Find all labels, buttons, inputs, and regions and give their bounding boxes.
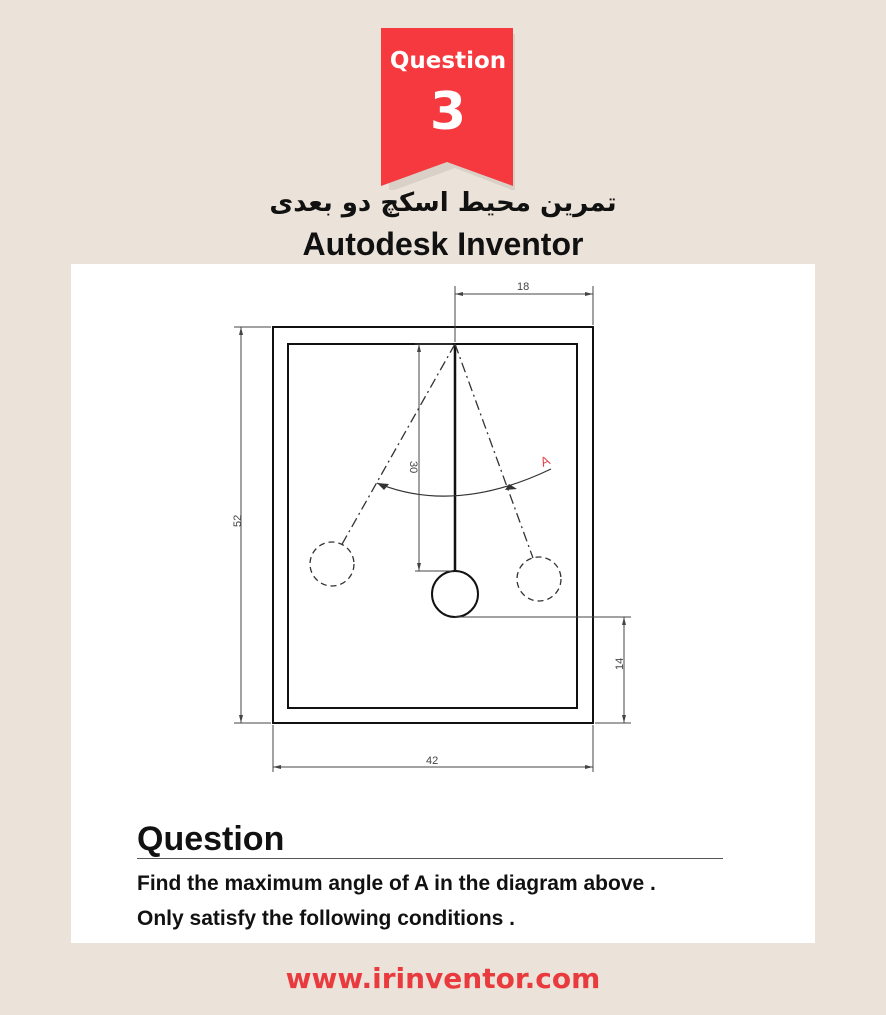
question-divider bbox=[137, 858, 723, 859]
question-heading: Question bbox=[137, 820, 285, 858]
dim-top-offset: 18 bbox=[517, 281, 530, 293]
pendulum-sketch-drawing bbox=[71, 264, 815, 804]
right-swing-line bbox=[455, 344, 533, 558]
dim-bottom-offset: 14 bbox=[614, 657, 626, 670]
left-ghost-bob bbox=[310, 542, 354, 586]
left-swing-line bbox=[341, 344, 455, 546]
dim-pendulum-length: 30 bbox=[407, 461, 419, 474]
question-text-line-1: Find the maximum angle of A in the diagram above . bbox=[137, 872, 656, 895]
badge-label: Question bbox=[389, 48, 507, 74]
outer-frame bbox=[273, 327, 593, 723]
angle-arc bbox=[377, 469, 551, 496]
dim-width: 42 bbox=[426, 755, 439, 767]
angle-label-a: A bbox=[537, 452, 553, 470]
persian-subtitle: تمرین محیط اسکچ دو بعدی bbox=[269, 188, 617, 218]
pendulum-bob bbox=[432, 571, 478, 617]
badge-number: 3 bbox=[429, 82, 467, 142]
website-link[interactable]: www.irinventor.com bbox=[285, 962, 601, 995]
content-panel bbox=[71, 264, 815, 943]
inner-frame bbox=[288, 344, 577, 708]
question-text-line-2: Only satisfy the following conditions . bbox=[137, 907, 516, 930]
dim-height: 52 bbox=[232, 514, 244, 527]
right-ghost-bob bbox=[517, 557, 561, 601]
page-title: Autodesk Inventor bbox=[302, 226, 584, 262]
